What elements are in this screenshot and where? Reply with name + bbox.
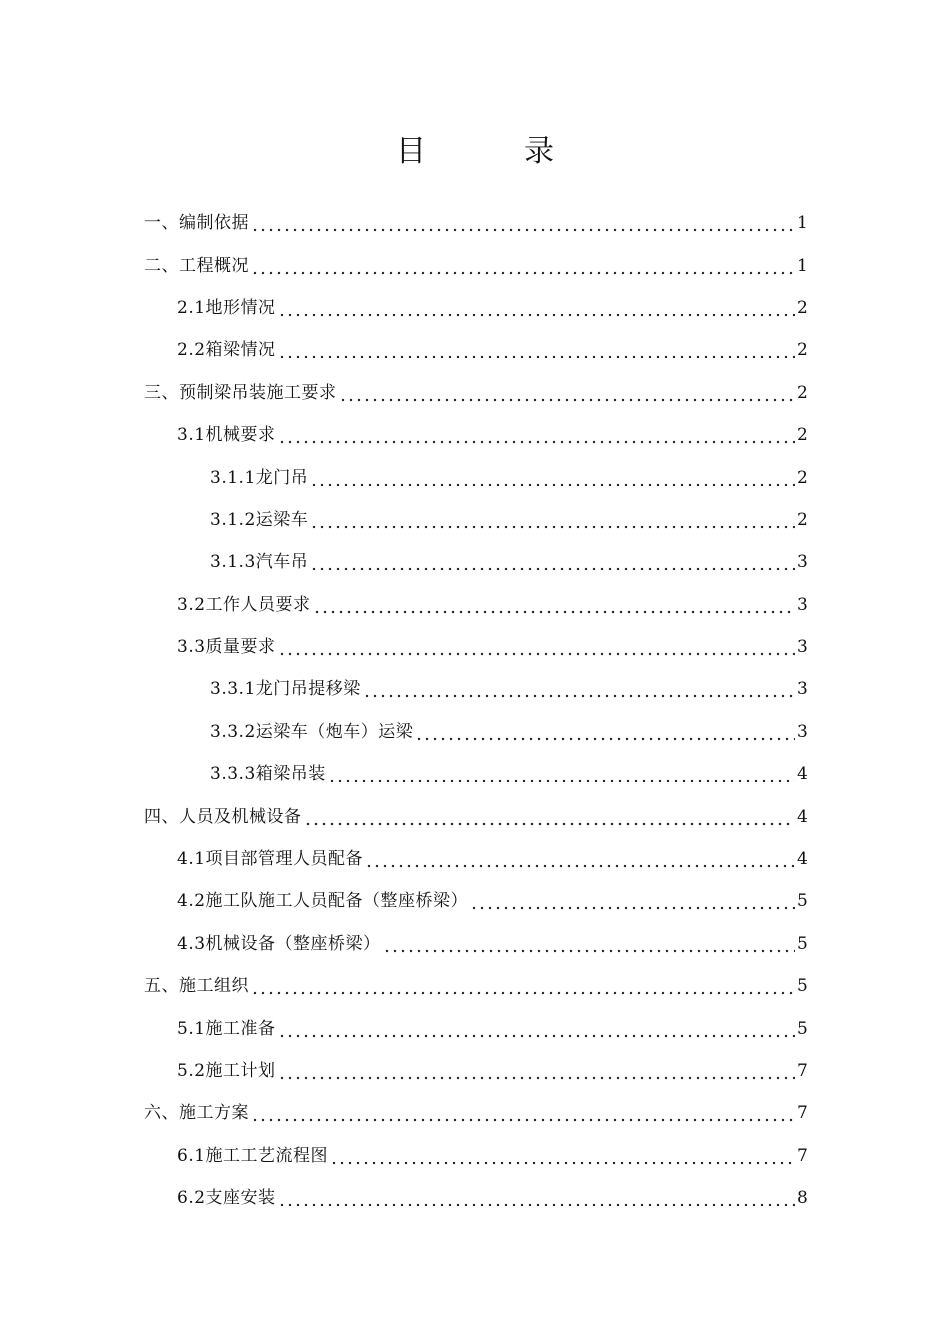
toc-entry[interactable] <box>0 372 950 414</box>
dot-leader <box>328 763 795 785</box>
toc-page-number: 2 <box>797 297 808 318</box>
dot-leader <box>251 255 795 277</box>
dot-leader <box>304 806 796 828</box>
toc-entry[interactable] <box>0 753 950 795</box>
toc-entry-title: 三、预制梁吊装施工要求 <box>144 382 337 403</box>
toc-entry-title: 五、施工组织 <box>144 976 249 997</box>
toc-page-number: 5 <box>797 891 808 912</box>
toc-entry[interactable] <box>0 795 950 837</box>
toc-entry[interactable] <box>0 711 950 753</box>
toc-page-number: 3 <box>797 721 808 742</box>
dot-leader <box>330 1145 795 1167</box>
toc-page-number: 3 <box>797 637 808 658</box>
toc-entry[interactable] <box>0 456 950 498</box>
toc-entry-title: 四、人员及机械设备 <box>144 806 302 827</box>
toc-entry-title: 6.2支座安装 <box>177 1188 276 1209</box>
toc-page-number: 4 <box>797 849 808 870</box>
dot-leader <box>310 551 795 573</box>
toc-page-number: 2 <box>797 425 808 446</box>
toc-entry-title: 3.1.3汽车吊 <box>210 552 309 573</box>
toc-entry-title: 4.2施工队施工人员配备（整座桥梁） <box>177 891 469 912</box>
toc-entry-title: 六、施工方案 <box>144 1103 249 1124</box>
toc-entry[interactable] <box>0 965 950 1007</box>
dot-leader <box>251 1102 795 1124</box>
toc-page-number: 2 <box>797 340 808 361</box>
toc-entry[interactable] <box>0 329 950 371</box>
toc-page-number: 7 <box>797 1061 808 1081</box>
dot-leader <box>251 975 795 997</box>
toc-page-number: 2 <box>797 467 808 488</box>
dot-leader <box>310 467 795 489</box>
toc-page-number: 5 <box>797 933 808 954</box>
table-of-contents <box>0 202 950 1219</box>
dot-leader <box>251 212 795 234</box>
dot-leader <box>278 1187 795 1209</box>
toc-entry[interactable] <box>0 1135 950 1177</box>
toc-page-number: 5 <box>797 976 808 997</box>
toc-page-number: 8 <box>797 1188 808 1209</box>
toc-page-number: 2 <box>797 382 808 403</box>
toc-entry[interactable] <box>0 1092 950 1134</box>
toc-page-number: 7 <box>797 1145 808 1166</box>
toc-entry[interactable] <box>0 541 950 583</box>
toc-entry-title: 3.3.2运梁车（炮车）运梁 <box>210 721 414 742</box>
toc-entry[interactable] <box>0 414 950 456</box>
toc-page-number: 7 <box>797 1103 808 1124</box>
dot-leader <box>278 424 795 446</box>
dot-leader <box>278 297 795 319</box>
toc-entry[interactable] <box>0 626 950 668</box>
dot-leader <box>365 848 795 870</box>
toc-entry[interactable] <box>0 202 950 244</box>
toc-entry-title: 3.1.2运梁车 <box>210 509 309 530</box>
toc-entry[interactable] <box>0 838 950 880</box>
toc-entry[interactable] <box>0 668 950 710</box>
toc-entry-title: 3.2工作人员要求 <box>177 594 311 615</box>
toc-entry[interactable] <box>0 499 950 541</box>
dot-leader <box>383 933 795 955</box>
toc-entry[interactable] <box>0 1050 950 1092</box>
toc-title: 目 录 <box>396 134 588 169</box>
toc-entry[interactable] <box>0 244 950 286</box>
toc-page-number: 1 <box>797 213 808 234</box>
toc-entry-title: 3.1.1龙门吊 <box>210 467 309 488</box>
toc-page-number: 4 <box>797 806 808 827</box>
toc-entry-title: 4.1项目部管理人员配备 <box>177 849 364 870</box>
toc-entry-title: 6.1施工工艺流程图 <box>177 1145 329 1166</box>
dot-leader <box>278 1018 795 1040</box>
dot-leader <box>313 594 795 616</box>
dot-leader <box>278 636 795 658</box>
toc-entry-title: 2.2箱梁情况 <box>177 340 276 361</box>
toc-entry-title: 一、编制依据 <box>144 213 249 234</box>
toc-entry[interactable] <box>0 880 950 922</box>
toc-entry-title: 二、工程概况 <box>144 255 249 276</box>
toc-page-number: 1 <box>797 255 808 276</box>
toc-entry-title: 2.1地形情况 <box>177 297 276 318</box>
toc-page-number: 4 <box>797 764 808 785</box>
dot-leader <box>278 1060 795 1082</box>
toc-page-number: 3 <box>797 552 808 573</box>
toc-entry-title: 3.3.1龙门吊提移梁 <box>210 679 361 700</box>
toc-entry-title: 3.1机械要求 <box>177 425 276 446</box>
dot-leader <box>470 890 795 912</box>
toc-entry[interactable] <box>0 923 950 965</box>
dot-leader <box>339 382 796 404</box>
toc-entry[interactable] <box>0 1177 950 1219</box>
dot-leader <box>415 721 795 743</box>
toc-page-number: 3 <box>797 679 808 700</box>
toc-page-number: 5 <box>797 1018 808 1039</box>
toc-entry-title: 3.3.3箱梁吊装 <box>210 764 326 785</box>
toc-entry[interactable] <box>0 1007 950 1049</box>
toc-page-number: 2 <box>797 509 808 530</box>
dot-leader <box>278 339 795 361</box>
toc-entry-title: 3.3质量要求 <box>177 637 276 658</box>
dot-leader <box>310 509 795 531</box>
toc-entry-title: 5.2施工计划 <box>177 1061 276 1081</box>
toc-entry[interactable] <box>0 287 950 329</box>
dot-leader <box>363 678 795 700</box>
toc-entry-title: 4.3机械设备（整座桥梁） <box>177 933 381 954</box>
toc-entry-title: 5.1施工准备 <box>177 1018 276 1039</box>
toc-entry[interactable] <box>0 584 950 626</box>
toc-page-number: 3 <box>797 594 808 615</box>
